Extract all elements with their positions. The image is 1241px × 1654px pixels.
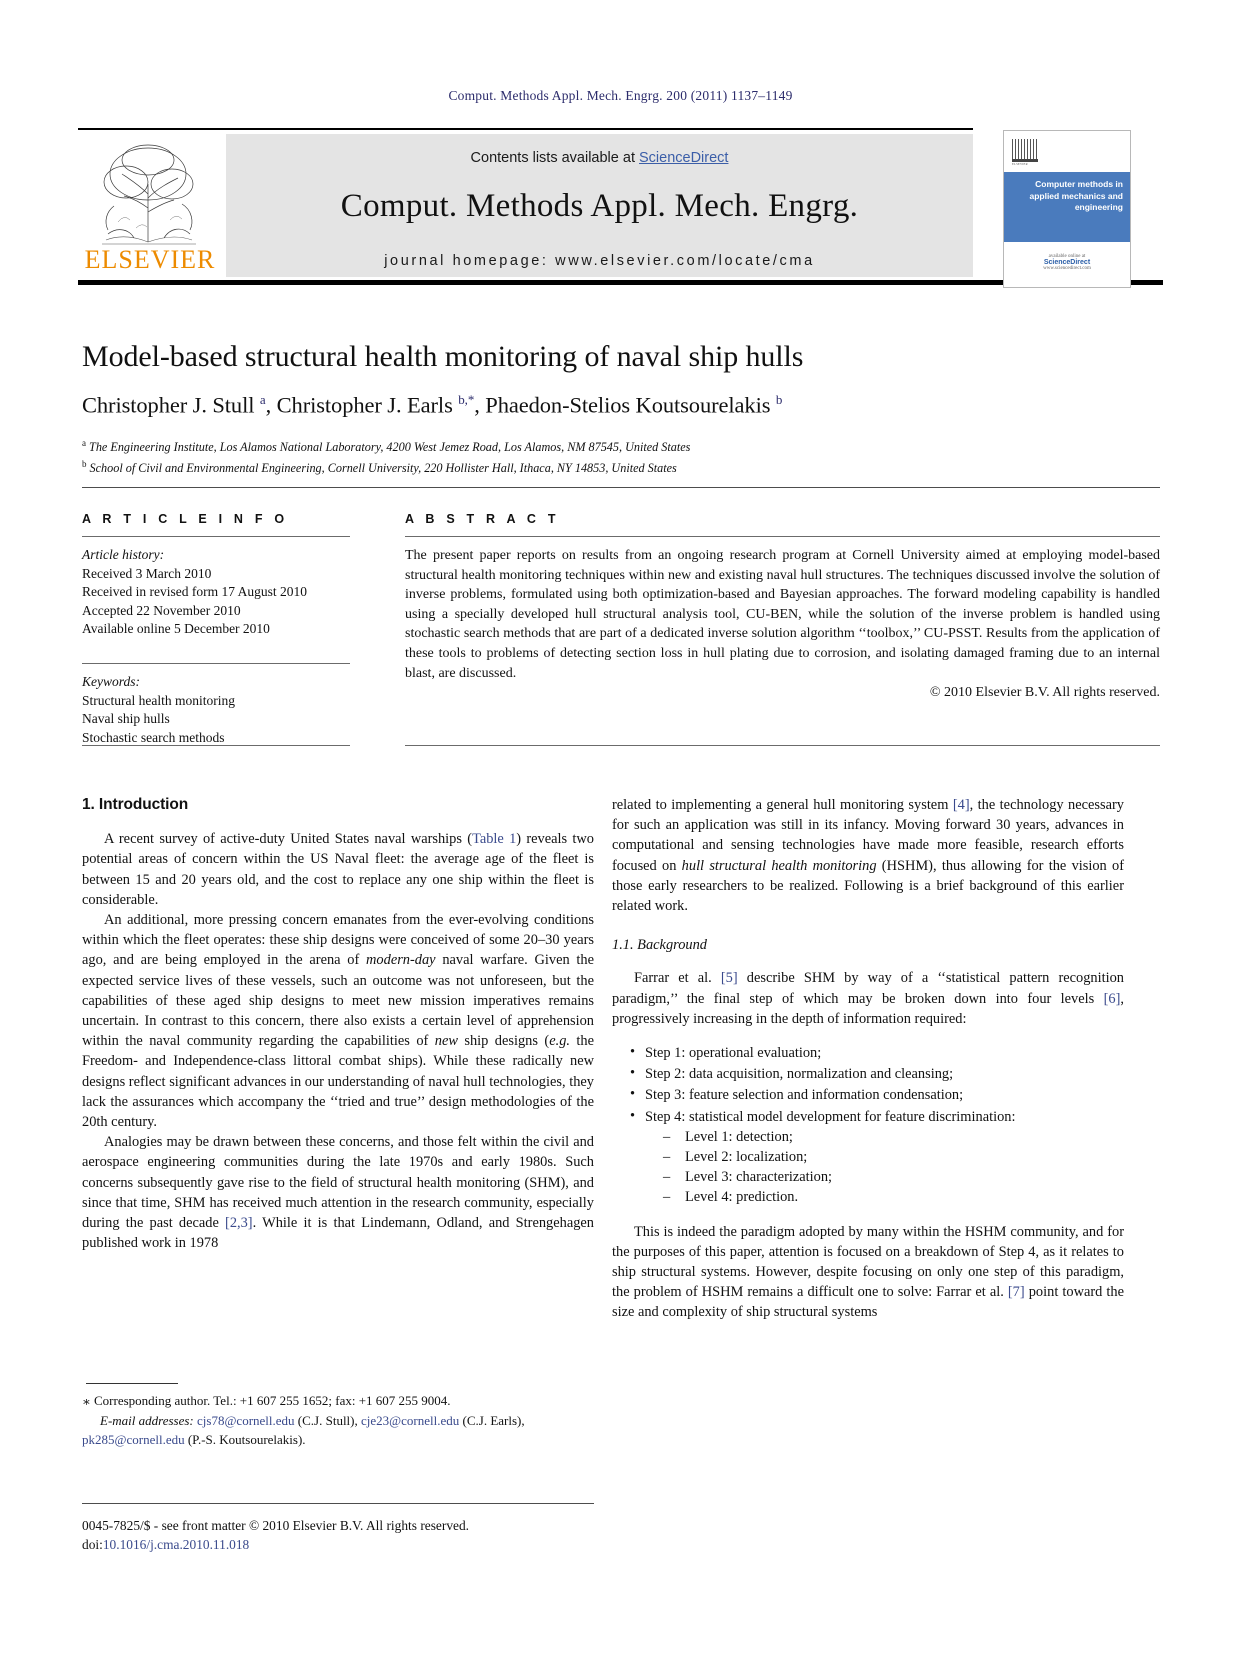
p2-part-c: ship designs (: [457, 1033, 550, 1050]
affiliation-b-marker: b: [82, 459, 87, 470]
contents-line: [226, 134, 973, 166]
paragraph-4: [612, 795, 1124, 916]
elsevier-logo: [78, 134, 221, 277]
article-history-label: Article history:: [82, 547, 165, 562]
masthead-bottom-rule: [78, 280, 1163, 285]
keywords-block: [82, 673, 350, 747]
list-item: – Level 2: localization;: [663, 1147, 1124, 1167]
footnote-rule: [86, 1383, 178, 1384]
list-item: • Step 1: operational evaluation;: [630, 1043, 1124, 1063]
citation-7[interactable]: [7]: [1007, 1284, 1025, 1301]
paragraph-6: [612, 1222, 1124, 1323]
p2-part-d: the Freedom- and Independence-class littoral combat ships). While these radically new designs reflect significant advances in our understanding of naval hull technologies, they lack the assurances which accompany the ‘‘tried and true’’ design methodologies of the 20th century.: [82, 1033, 594, 1131]
page-title: Model-based structural health monitoring of naval ship hulls: [82, 340, 804, 373]
p2-italic-2: new: [434, 1033, 458, 1050]
affiliation-a-marker: a: [82, 437, 86, 448]
r1-part-c: (HSHM), thus allowing for the vision of those early researchers to be realized. Following is a brief background of this earlier related work.: [612, 857, 1124, 915]
citation-5[interactable]: [5]: [720, 970, 738, 987]
abstract-copyright: © 2010 Elsevier B.V. All rights reserved.: [929, 685, 1160, 701]
r3-part-a: This is indeed the paradigm adopted by many within the HSHM community, and for the purposes of this paper, attention is focused on a breakdown of Step 4, as it relates to ship structural systems. However, despite focusing on only one step of this paradigm, the problem of HSHM remains a difficult one to solve: Farrar et al.: [612, 1223, 1124, 1301]
imprint-front-matter: 0045-7825/$ - see front matter © 2010 Elsevier B.V. All rights reserved.: [82, 1518, 470, 1533]
paragraph-3: [82, 1132, 594, 1253]
affiliations: [82, 435, 1162, 478]
cover-publisher-icon: [1012, 139, 1038, 162]
affiliation-a-text: The Engineering Institute, Los Alamos National Laboratory, 4200 West Jemez Road, Los Alamos, NM 87545, United States: [89, 439, 691, 454]
keyword-item: Structural health monitoring: [82, 692, 235, 708]
email-owner-earls: (C.J. Earls),: [462, 1413, 525, 1429]
r1-part-a: related to implementing a general hull monitoring system: [612, 797, 953, 813]
article-info-column: [82, 512, 350, 747]
corresponding-author-note: [82, 1392, 594, 1410]
article-info-heading: A R T I C L E I N F O: [82, 512, 289, 526]
affiliation-b: [82, 456, 1162, 478]
p2-italic-1: modern-day: [366, 952, 436, 969]
list-item: • Step 3: feature selection and information condensation;: [630, 1085, 1124, 1105]
email-label: E-mail addresses:: [100, 1413, 194, 1429]
r1-part-b: , the technology necessary for such an application was still in its infancy. Moving forward 30 years, advances in computational and sensing technologies have made more feasible, research efforts focused on: [612, 797, 1124, 874]
p3-part-a: Analogies may be drawn between these concerns, and those felt within the civil and aerospace engineering communities during the late 1970s and early 1980s. Such concerns subsequently gave rise to the field of structural health monitoring (SHM), and since that time, SHM has received much attention in the research community, especially during the past decade: [82, 1134, 594, 1232]
footnote-block: [82, 1392, 594, 1449]
r3-part-b: point toward the size and complexity of ship structural systems: [612, 1284, 1124, 1321]
asterisk-icon: ∗: [82, 1394, 91, 1409]
p2-part-b: naval warfare. Given the expected service lives of these vessels, such an outcome was not unforeseen, but the capabilities of these aged ship designs to meet new mission imperatives remains uncertain. In contrast to this concern, there also exists a certain level of apprehension within the naval community regarding the capabilities of: [82, 952, 594, 1050]
journal-masthead: [78, 128, 1163, 285]
abstract-text: The present paper reports on results from an ongoing research program at Cornell University aimed at employing model-based structural health monitoring techniques within new and existing naval hull structures. The techniques discussed involve the solution of inverse problems, formulated using both optimization-based and Bayesian approaches. The forward modeling capability is handled using a specially developed hull structural analysis tool, CU-BEN, while the solution of the inverse problem is handled using stochastic search methods that are part of a dedicated inverse solution algorithm ‘‘toolbox,’’ CU-PSST. Results from the application of these tools to problems of detecting section loss in hull plating due to corrosion, and isolating damaged framing due to an internal blast, are discussed.: [405, 548, 1160, 681]
list-item: • Step 2: data acquisition, normalization and cleansing;: [630, 1064, 1124, 1084]
p1-part-a: A recent survey of active-duty United States naval warships (: [104, 831, 473, 848]
header-divider: [82, 487, 1160, 488]
affiliation-b-text: School of Civil and Environmental Engineering, Cornell University, 220 Hollister Hall, Ithaca, NY 14853, United States: [89, 461, 677, 476]
list-item: [630, 1107, 1124, 1208]
abstract-rule: [405, 536, 1160, 537]
keyword-item: Naval ship hulls: [82, 711, 170, 727]
p2-part-a: An additional, more pressing concern emanates from the ever-evolving conditions within which the fleet operates: these ship designs were conceived of some 20–30 years ago, and are being employed in the arena of: [82, 912, 594, 969]
list-item: – Level 3: characterization;: [663, 1167, 1124, 1187]
r2-part-b: describe SHM by way of a ‘‘statistical pattern recognition paradigm,’’ the final step of which may be broken down into four levels: [612, 970, 1124, 1007]
title-block: [82, 340, 1162, 478]
citation-6[interactable]: [6]: [1103, 990, 1121, 1007]
cover-title: Computer methods in applied mechanics and engineering: [1004, 172, 1130, 242]
cover-footer-bottom: www.sciencedirect.com: [1043, 266, 1091, 271]
email-owner-koutsourelakis: (P.-S. Koutsourelakis).: [187, 1431, 306, 1447]
subsection-heading-background: 1.1. Background: [612, 937, 707, 954]
r2-part-c: , progressively increasing in the depth of information required:: [612, 990, 1124, 1027]
email-link-earls[interactable]: cje23@cornell.edu: [361, 1413, 460, 1429]
keywords-label: Keywords:: [82, 673, 140, 689]
levels-list: [645, 1127, 1124, 1208]
elsevier-wordmark: ELSEVIER: [84, 245, 216, 274]
p3-part-b: . While it is that Lindemann, Odland, and Strengehagen published work in 1978: [82, 1215, 594, 1252]
imprint-doi-line: [82, 1535, 642, 1554]
cover-footer-top: available online at: [1048, 254, 1086, 259]
paragraph-5: [612, 968, 1124, 1029]
citation-4[interactable]: [4]: [952, 797, 970, 813]
r2-part-a: Farrar et al.: [634, 970, 721, 987]
body-column-right: [612, 795, 1124, 1323]
paragraph-1: [82, 829, 594, 910]
cover-icon-caption: ELSEVIER: [1012, 162, 1028, 166]
contents-prefix: Contents lists available at: [470, 150, 639, 166]
history-item: Received 3 March 2010: [82, 565, 212, 581]
abstract-column: [405, 512, 1160, 701]
paragraph-2: [82, 910, 594, 1132]
p2-italic-3: e.g.: [549, 1033, 570, 1050]
r1-italic: hull structural health monitoring: [681, 857, 877, 874]
cover-footer: [1004, 254, 1130, 272]
table-1-ref[interactable]: Table 1: [472, 831, 517, 848]
list-item-label: Step 4: statistical model development for feature discrimination:: [645, 1108, 1016, 1125]
email-owner-stull: (C.J. Stull),: [297, 1413, 358, 1429]
masthead-banner: [226, 134, 973, 277]
sciencedirect-link[interactable]: ScienceDirect: [639, 150, 729, 166]
info-bottom-rule: [82, 745, 350, 746]
article-info-rule: [82, 536, 350, 537]
history-item: Received in revised form 17 August 2010: [82, 584, 307, 600]
keywords-rule: [82, 663, 350, 664]
cover-sciencedirect-brand: ScienceDirect: [1043, 259, 1091, 266]
doi-link[interactable]: 10.1016/j.cma.2010.11.018: [102, 1537, 250, 1552]
list-item: – Level 1: detection;: [663, 1127, 1124, 1147]
abstract-bottom-rule: [405, 745, 1160, 746]
imprint-block: [82, 1516, 642, 1554]
body-column-left: [82, 795, 594, 1253]
email-addresses-note: [82, 1412, 594, 1449]
email-link-stull[interactable]: cjs78@cornell.edu: [197, 1413, 295, 1429]
citation-2-3[interactable]: [2,3]: [225, 1215, 253, 1232]
keyword-item: Stochastic search methods: [82, 729, 225, 745]
journal-title: Comput. Methods Appl. Mech. Engrg.: [340, 188, 859, 224]
corresponding-author-text: Corresponding author. Tel.: +1 607 255 1652; fax: +1 607 255 9004.: [94, 1393, 451, 1408]
doi-prefix: doi:: [82, 1537, 103, 1552]
abstract-heading: A B S T R A C T: [405, 512, 560, 526]
p1-part-b: ) reveals two potential areas of concern within the US Naval fleet: the average age of the fleet is between 15 and 20 years old, and the cost to replace any one ship within the fleet is considerable.: [82, 831, 594, 908]
history-item: Accepted 22 November 2010: [82, 602, 241, 618]
journal-cover-thumbnail[interactable]: [1003, 130, 1131, 288]
steps-list: [612, 1043, 1124, 1208]
affiliation-a: [82, 435, 1162, 457]
section-heading-introduction: 1. Introduction: [82, 796, 189, 813]
author-list: Christopher J. Stull $^a$, Christopher J. Earls $^{b,*}$, Phaedon-Stelios Koutsourelakis $^b$: [82, 392, 783, 418]
journal-homepage[interactable]: journal homepage: www.elsevier.com/locate/cma: [384, 253, 815, 269]
list-item: – Level 4: prediction.: [663, 1187, 1124, 1207]
article-history: [82, 546, 350, 639]
email-link-koutsourelakis[interactable]: pk285@cornell.edu: [82, 1431, 185, 1447]
running-head: Comput. Methods Appl. Mech. Engrg. 200 (2011) 1137–1149: [448, 88, 793, 103]
imprint-rule: [82, 1503, 594, 1504]
history-item: Available online 5 December 2010: [82, 621, 270, 637]
